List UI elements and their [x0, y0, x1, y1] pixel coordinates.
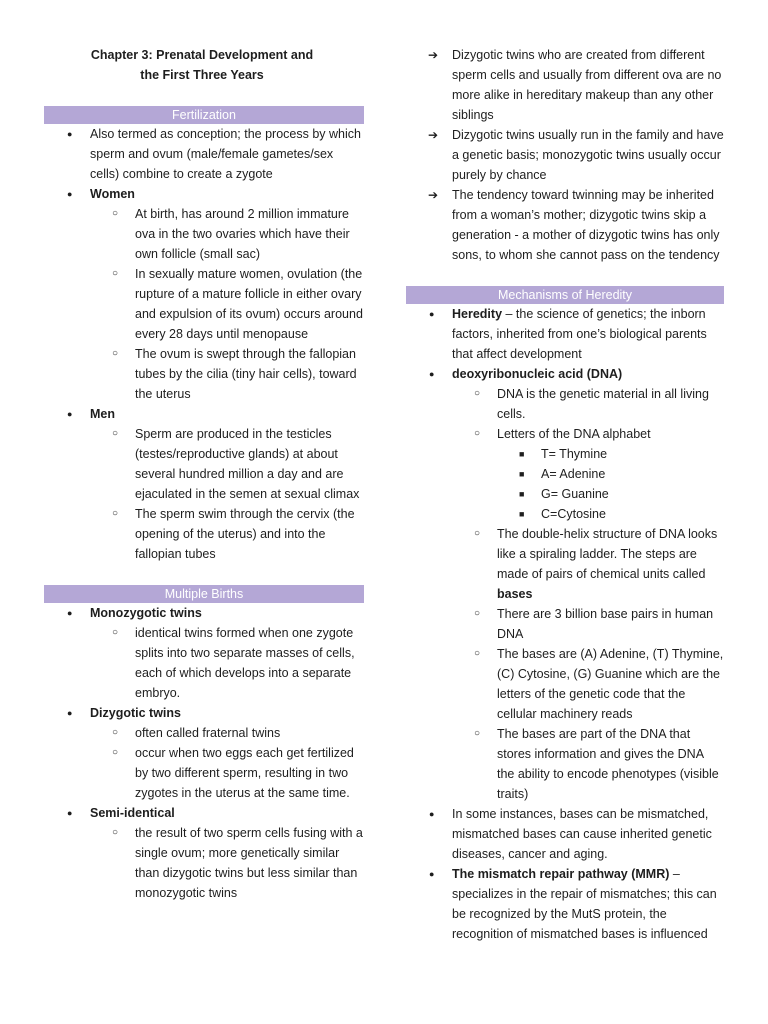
list-item: ○ The ovum is swept through the fallopian tubes by the cilia (tiny hair cells), toward the uterus: [44, 344, 364, 404]
list-item-monozygotic: ● Monozygotic twins: [44, 603, 364, 623]
list-item: ○ the result of two sperm cells fusing with a single ovum; more genetically similar than dizygotic twins but less similar than monozygotic twins: [44, 823, 364, 903]
twins-arrow-list: [406, 45, 724, 265]
list-item: ● In some instances, bases can be mismatched, mismatched bases can cause inherited genetic diseases, cancer and aging.: [406, 804, 724, 864]
list-item-letter: ■ A= Adenine: [406, 464, 724, 484]
list-item: ○ The bases are part of the DNA that stores information and gives the DNA the ability to encode phenotypes (visible traits): [406, 724, 724, 804]
list-item-dizygotic: ● Dizygotic twins: [44, 703, 364, 723]
heredity-list: [406, 304, 724, 944]
list-item-semi-identical: ● Semi-identical: [44, 803, 364, 823]
list-item-men: ● Men: [44, 404, 364, 424]
list-item: ○ Letters of the DNA alphabet: [406, 424, 724, 444]
list-item: ○ In sexually mature women, ovulation (the rupture of a mature follicle in either ovary and expulsion of its ovum) occurs around every 28 days until menopause: [44, 264, 364, 344]
list-item-letter: ■ T= Thymine: [406, 444, 724, 464]
list-item: ○ The bases are (A) Adenine, (T) Thymine, (C) Cytosine, (G) Guanine which are the letters of the genetic code that the cellular machinery reads: [406, 644, 724, 724]
list-item-heredity: ● Heredity – the science of genetics; the inborn factors, inherited from one’s biological parents that affect development: [406, 304, 724, 364]
list-item: ○ The sperm swim through the cervix (the opening of the uterus) and into the fallopian tubes: [44, 504, 364, 564]
arrow-item: ➔ The tendency toward twinning may be inherited from a woman’s mother; dizygotic twins skip a generation - a mother of dizygotic twins has only sons, to whom she cannot pass on the tendency: [406, 185, 724, 265]
term-mmr: The mismatch repair pathway (MMR): [452, 867, 670, 881]
list-item-letter: ■ C=Cytosine: [406, 504, 724, 524]
list-item-dna: ● deoxyribonucleic acid (DNA): [406, 364, 724, 384]
list-item-mmr: ● The mismatch repair pathway (MMR) – specializes in the repair of mismatches; this can be recognized by the MutS protein, the recognition of mismatched bases is influenced: [406, 864, 724, 944]
multiple-births-list: [44, 603, 364, 903]
list-item: ● Also termed as conception; the process by which sperm and ovum (male/female gametes/sex cells) combine to create a zygote: [44, 124, 364, 184]
chapter-title: Chapter 3: Prenatal Development and the First Three Years: [90, 48, 314, 82]
list-item: ○ Sperm are produced in the testicles (testes/reproductive glands) at about several hundred million a day and are ejaculated in the semen at sexual climax: [44, 424, 364, 504]
list-item: ○ The double-helix structure of DNA looks like a spiraling ladder. The steps are made of pairs of chemical units called bases: [406, 524, 724, 604]
list-item: ○ There are 3 billion base pairs in human DNA: [406, 604, 724, 644]
list-item-letter: ■ G= Guanine: [406, 484, 724, 504]
list-item: ○ identical twins formed when one zygote splits into two separate masses of cells, each of which develops into a separate embryo.: [44, 623, 364, 703]
section-heading-heredity: Mechanisms of Heredity: [406, 286, 724, 304]
list-item: ○ often called fraternal twins: [44, 723, 364, 743]
fertilization-list: [44, 124, 364, 564]
left-column: [44, 0, 364, 903]
section-heading-multiple-births: Multiple Births: [44, 585, 364, 603]
list-item: ○ occur when two eggs each get fertilized by two different sperm, resulting in two zygotes in the uterus at the same time.: [44, 743, 364, 803]
term-bases: bases: [497, 587, 533, 601]
list-item: ○ DNA is the genetic material in all living cells.: [406, 384, 724, 424]
arrow-item: ➔ Dizygotic twins usually run in the family and have a genetic basis; monozygotic twins usually occur purely by chance: [406, 125, 724, 185]
term-heredity: Heredity: [452, 307, 503, 321]
section-heading-fertilization: Fertilization: [44, 106, 364, 124]
list-item: ○ At birth, has around 2 million immature ova in the two ovaries which have their own follicle (small sac): [44, 204, 364, 264]
list-item-women: ● Women: [44, 184, 364, 204]
right-column: [406, 0, 724, 944]
arrow-item: ➔ Dizygotic twins who are created from different sperm cells and usually from different ova are no more alike in hereditary makeup than any other siblings: [406, 45, 724, 125]
